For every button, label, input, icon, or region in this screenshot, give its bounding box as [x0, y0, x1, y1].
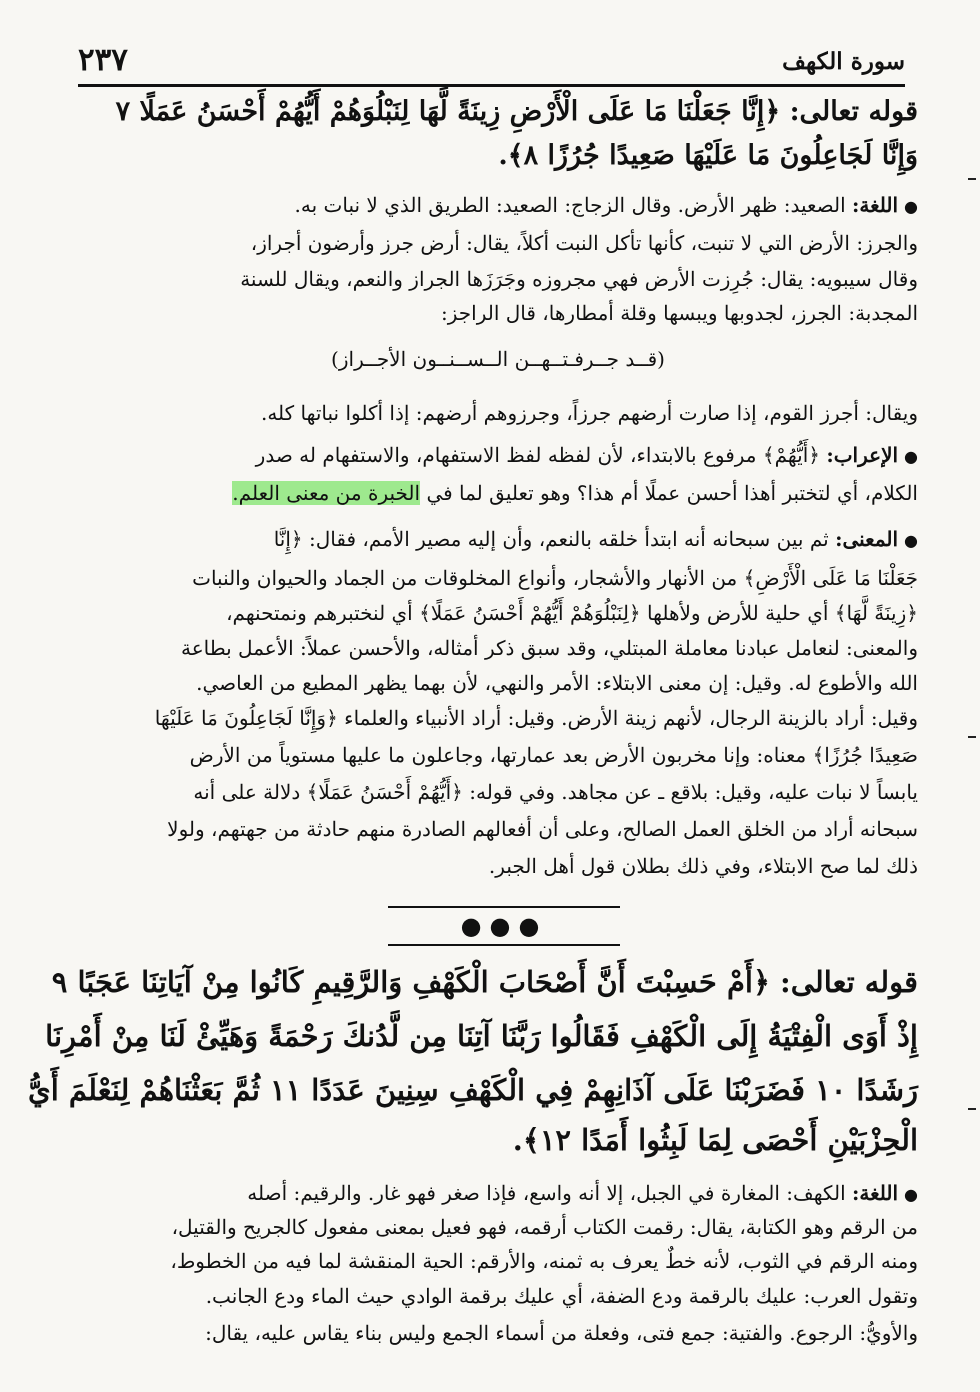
text-line: وقال سيبويه: يقال: جُرِزت الأرض فهي مجروزه وجَرَزَها الجراز والنعم، ويقال للسنة	[240, 267, 918, 291]
verse-line: قوله تعالى: ﴿أَمْ حَسِبْتَ أَنَّ أَصْحَابَ الْكَهْفِ وَالرَّقِيمِ كَانُوا مِنْ آيَاتِنَا عَجَبًا ٩	[51, 965, 918, 999]
irab-first-line	[78, 440, 918, 472]
lugha-first-line	[78, 190, 918, 222]
lugha-text: الصعيد: ظهر الأرض. وقال الزجاج: الصعيد: الطريق الذي لا نبات به.	[294, 193, 846, 217]
bullet-icon: ●	[904, 197, 918, 216]
poem-verse: (قــد جــرفـتــهــن الــســنــون الأجــراز)	[331, 347, 665, 371]
surah-title: سورة الكهف	[782, 48, 905, 75]
separator-rule	[388, 906, 620, 908]
bullet-icon: ●	[904, 531, 918, 550]
maana-label: المعنى:	[835, 527, 899, 551]
lugha2-first-line	[78, 1178, 918, 1210]
bullet-icon: ●	[904, 447, 918, 466]
text-line: والأويُّ: الرجوع. والفتية: جمع فتى، وفعلة من أسماء الجمع وليس بناء يقاس عليه، يقال:	[205, 1321, 918, 1345]
text-line: سبحانه أراد من الخلق العمل الصالح، وعلى أن أفعالهم الصادرة منهم حادثة من جهتهم، ولولا	[167, 817, 918, 841]
verse-line: وَإِنَّا لَجَاعِلُونَ مَا عَلَيْهَا صَعِيدًا جُرُزًا ٨﴾.	[498, 140, 918, 171]
text-line: وقيل: أراد بالزينة الرجال، لأنهم زينة الأرض. وقيل: أراد الأنبياء والعلماء ﴿وَإِنَّا لَجَاعِلُونَ مَا عَلَيْهَا	[154, 706, 918, 730]
text-line: ويقال: أجرز القوم، إذا صارت أرضهم جرزاً، وجرزوهم أرضهم: إذا أكلوا نباتها كله.	[260, 401, 918, 425]
text-line: وتقول العرب: عليك بالرقمة ودع الضفة، أي عليك برقمة الوادي حيث الماء ودع الجانب.	[205, 1284, 918, 1308]
edge-mark	[968, 178, 976, 180]
text-line: من الرقم وهو الكتابة، يقال: رقمت الكتاب أرقمه، فهو فعيل بمعنى مفعول كالجريح والقتيل،	[171, 1215, 918, 1239]
page-number: ٢٣٧	[78, 42, 128, 78]
text-line: الله والأطوع له. وقيل: إن معنى الابتلاء: الأمر والنهي، لأن بهما يظهر المطيع من العاصي.	[196, 671, 918, 695]
text-line: ومنه الرقم في الثوب، لأنه خطٌ يعرف به ثمنه، والأرقم: الحية المنقشة لما فيه من الخطوط،	[170, 1249, 918, 1273]
text-line: والمعنى: لنعامل عبادنا معاملة المبتلي، وقد سبق ذكر أمثاله، والأحسن عملاً: الأعمل بطاعة	[180, 636, 918, 660]
bullet-icon: ●	[904, 1185, 918, 1204]
page-header	[78, 42, 905, 82]
lugha-label: اللغة:	[852, 1181, 899, 1205]
lugha-label: اللغة:	[852, 193, 899, 217]
text-line: صَعِيدًا جُرُزًا﴾ معناه: وإنا مخربون الأرض بعد عمارتها، وجاعلون ما عليها مستوياً من الأرض	[189, 743, 918, 767]
separator-dots: ●●●	[460, 912, 548, 940]
lugha-text: الكهف: المغارة في الجبل، إلا أنه واسع، فإذا صغر فهو غار. والرقيم: أصله	[247, 1181, 846, 1205]
maana-first-line	[78, 524, 918, 556]
header-rule	[78, 84, 905, 87]
highlighted-text: الخبرة من معنى العلم.	[232, 481, 421, 505]
edge-mark	[968, 736, 976, 738]
verse-line: رَشَدًا ١٠ فَضَرَبْنَا عَلَى آذَانِهِمْ فِي الْكَهْفِ سِنِينَ عَدَدًا ١١ ثُمَّ بَعَثْنَاهُمْ لِنَعْلَمَ أَيُّ	[28, 1073, 918, 1107]
text-line: يابساً لا نبات عليه، وقيل: بلاقع ـ عن مجاهد. وفي قوله: ﴿أَيُّهُمْ أَحْسَنُ عَمَلًا﴾ دلالة على أنه	[193, 780, 918, 804]
edge-mark	[968, 1108, 976, 1110]
irab-second-line	[78, 478, 918, 510]
irab-text: الكلام، أي لتختبر أهذا أحسن عملًا أم هذا؟ وهو تعليق لما في	[426, 481, 918, 505]
text-line: جَعَلْنَا مَا عَلَى الْأَرْضِ﴾ من الأنهار والأشجار، وأنواع المخلوقات من الجماد والحيوان والنبات	[192, 566, 918, 590]
text-line: المجدبة: الجرز، لجدوبها ويبسها وقلة أمطارها، قال الراجز:	[441, 301, 918, 325]
maana-text: ثم بين سبحانه أنه ابتدأ خلقه بالنعم، وأن إليه مصير الأمم، فقال: ﴿إِنَّا	[273, 527, 829, 551]
text-line: والجرز: الأرض التي لا تنبت، كأنها تأكل النبت أكلاً، يقال: أرض جرز وأرضون أجراز،	[250, 231, 918, 255]
text-line: ﴿زِينَةً لَّهَا﴾ أي حلية للأرض ولأهلها ﴿لِنَبْلُوَهُمْ أَيُّهُمْ أَحْسَنُ عَمَلًا﴾ أي لنختبرهم ونمتحنهم،	[226, 601, 918, 625]
verse-line: الْحِزْبَيْنِ أَحْصَى لِمَا لَبِثُوا أَمَدًا ١٢﴾.	[512, 1123, 918, 1157]
verse-line: إِذْ أَوَى الْفِتْيَةُ إِلَى الْكَهْفِ فَقَالُوا رَبَّنَا آتِنَا مِن لَّدُنكَ رَحْمَةً وَهَيِّئْ لَنَا مِنْ أَمْرِنَا	[45, 1019, 918, 1053]
separator-rule	[388, 944, 620, 946]
verse-line: قوله تعالى: ﴿إِنَّا جَعَلْنَا مَا عَلَى الْأَرْضِ زِينَةً لَّهَا لِنَبْلُوَهُمْ أَيُّهُمْ أَحْسَنُ عَمَلًا ٧	[115, 96, 918, 127]
text-line: ذلك لما صح الابتلاء، وفي ذلك بطلان قول أهل الجبر.	[488, 854, 918, 878]
irab-text: ﴿أَيُّهُمْ﴾ مرفوع بالابتداء، لأن لفظه لفظ الاستفهام، والاستفهام له صدر	[255, 443, 820, 467]
irab-label: الإعراب:	[826, 443, 899, 467]
